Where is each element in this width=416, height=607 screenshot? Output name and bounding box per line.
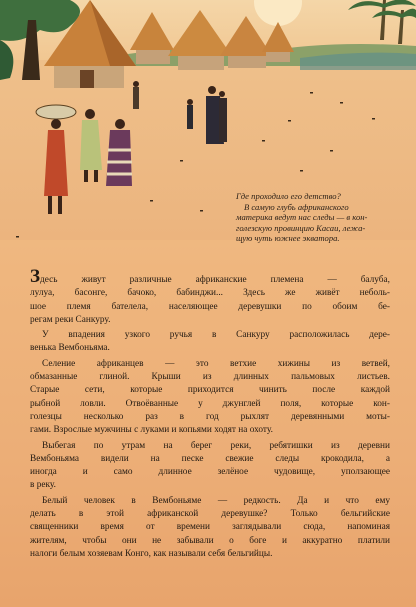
text-line: лулуа, басонге, бачоко, бабинджи... Здесь же живёт неболь-	[30, 288, 390, 299]
text-line: Вембоньяма видели на песке свежие следы крокодила, а	[30, 453, 390, 464]
text-line: налоги белым хозяевам Конго, как называли себя бельгийцы.	[30, 548, 273, 559]
text-line: гами. Взрослые мужчины с луками и копьями ходят на охоту.	[30, 425, 273, 436]
caption-line: материка ведут нас следы — в кон-	[236, 212, 368, 223]
text-line: регам реки Санкуру.	[30, 314, 111, 325]
text-line: священники время от времени заглядывали сюда, напоминая	[30, 522, 390, 533]
caption-line: Где проходило его детство?	[236, 191, 341, 201]
caption-line: В самую глубь африканского	[244, 201, 349, 212]
caption-line: голезскую провинцию Касаи, лежа-	[236, 222, 366, 233]
text-line: делать в этой африканской деревушке? Только бельгийские	[30, 509, 390, 520]
text-line: У впадения узкого ручья в Санкуру расположилась дере-	[42, 330, 390, 341]
illustration-caption	[236, 191, 406, 244]
article-body	[30, 266, 390, 561]
paragraph	[30, 440, 390, 493]
caption-line: щую чуть южнее экватора.	[236, 233, 340, 244]
text-line: десь живут различные африканские племена — балуба,	[40, 275, 390, 285]
text-line: иногда и само длинное зелёное чудовище, уползающее	[30, 467, 390, 478]
paragraph	[30, 358, 390, 438]
text-line: Выбегая по утрам на берег реки, ребятишки из деревни	[42, 440, 390, 451]
text-line: Селение африканцев — это ветхие хижины из ветвей,	[42, 358, 390, 369]
text-line: голезцы несколько раз в год рыхлят деревянными моты-	[30, 411, 390, 422]
text-line: шое племя бателела, населяющее деревушки по обоим бе-	[30, 301, 390, 312]
text-line: Старые сети, которые приходится чинить после каждой	[30, 385, 390, 396]
text-line: жителям, чтобы они не забывали о боге и аккуратно платили	[30, 535, 390, 546]
text-line: рыбной ловли. Отвоёванные у джунглей поля, которые кон-	[30, 398, 390, 409]
paragraph	[30, 495, 390, 561]
text-line: венька Вембоньяма.	[30, 343, 110, 354]
paragraph	[30, 266, 390, 327]
drop-cap: З	[30, 266, 41, 287]
text-line: в реку.	[30, 480, 56, 491]
paragraph	[30, 329, 390, 356]
text-line: обмазанные глиной. Крыши из длинных пальмовых листьев.	[30, 372, 390, 383]
text-line: Белый человек в Вембоньяме — редкость. Да и что ему	[42, 495, 390, 506]
